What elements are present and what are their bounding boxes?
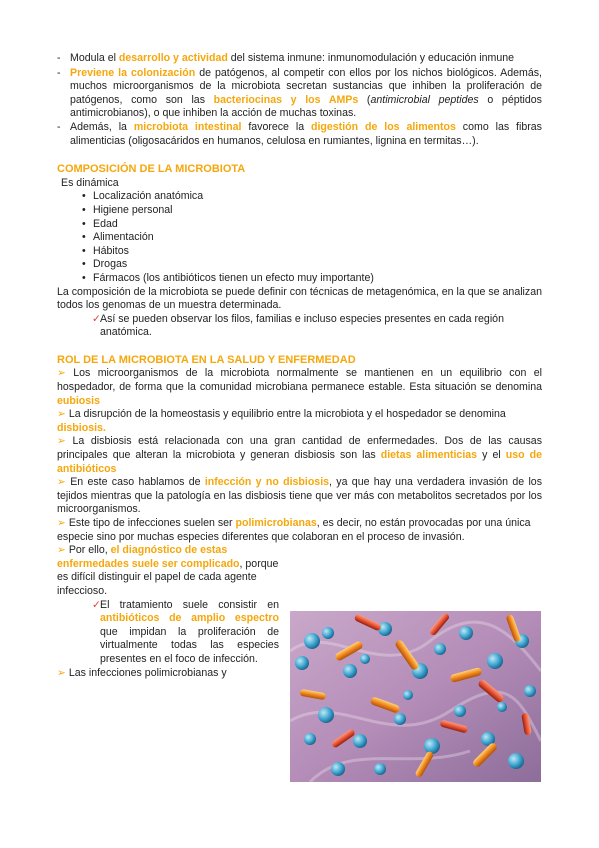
bullet-dot: • bbox=[82, 231, 86, 244]
bullet-dot: • bbox=[82, 258, 86, 271]
highlight: bacteriocinas y los AMPs bbox=[213, 93, 359, 106]
dash-marker: - bbox=[57, 120, 61, 133]
highlight: desarrollo y actividad bbox=[118, 52, 228, 64]
arrow-icon: ➢ bbox=[57, 367, 66, 380]
intro-bullet-colonization: - Previene la colonización de patógenos, al competir con ellos por los nichos biológicos. Además, muchos microorganismos de la microbiota secretan sustancias que inhiben la proliferación de patógenos, como son las bacteriocinas y los AMPs (antimicrobial peptides o péptidos antimicrobianos), o que inhiben la acción de muchas toxinas. bbox=[57, 66, 542, 120]
rol-paragraph-causes: ➢ La disbiosis está relacionada con una gran cantidad de enfermedades. Dos de las causas principales que alteran la microbiota y generan disbiosis son las dietas alimenticias y el uso de antibióticos bbox=[57, 435, 543, 475]
composicion-list-item: • Drogas bbox=[82, 258, 128, 271]
dash-marker: - bbox=[57, 52, 61, 64]
section-heading-rol: ROL DE LA MICROBIOTA EN LA SALUD Y ENFERMEDAD bbox=[57, 353, 356, 366]
document-page bbox=[57, 52, 542, 680]
rol-paragraph-polimicrobianas: ➢ Este tipo de infecciones suelen ser polimicrobianas, es decir, no están provocadas por una única especie sino por muchas especies diferentes que colaboran en el proceso de invasión. bbox=[57, 517, 531, 543]
composicion-lead: Es dinámica bbox=[61, 176, 119, 189]
bullet-dot: • bbox=[82, 244, 86, 257]
arrow-icon: ➢ bbox=[57, 544, 66, 557]
rol-paragraph-diagnostico: ➢ Por ello, el diagnóstico de estas enfermedades suele ser complicado, porque es difícil distinguir el papel de cada agente infeccioso. bbox=[57, 544, 279, 597]
rol-paragraph-infection: ➢ En este caso hablamos de infección y no disbiosis, ya que hay una verdadera invasión de los tejidos mientras que la patología en las disbiosis tiene que ver más con metabolitos secretados por los microorganismos. bbox=[57, 476, 542, 516]
highlight: infección y no disbiosis bbox=[204, 476, 330, 489]
bullet-dot: • bbox=[82, 271, 86, 284]
microbes-image bbox=[290, 611, 541, 782]
check-icon: ✓ bbox=[92, 312, 101, 325]
highlight: Previene la colonización bbox=[70, 66, 196, 79]
arrow-icon: ➢ bbox=[57, 408, 66, 421]
highlight: digestión de los alimentos bbox=[311, 120, 456, 133]
highlight: microbiota intestinal bbox=[133, 120, 242, 133]
highlight: dietas alimenticias bbox=[380, 449, 478, 462]
rol-paragraph-eubiosis: ➢ Los microorganismos de la microbiota normalmente se mantienen en un equilibrio con el hospedador, de forma que la comunidad microbiana permanece estable. Esta situación se denomina eubiosis bbox=[57, 367, 542, 407]
composicion-list-item: • Hábitos bbox=[82, 244, 129, 257]
rol-check-item: ✓ El tratamiento suele consistir en antibióticos de amplio espectro que impidan la proliferación de virtualmente todas las especies presentes en el foco de infección. bbox=[92, 598, 279, 665]
composicion-paragraph: La composición de la microbiota se puede definir con técnicas de metagenómica, en la que se analizan todos los genomas de un muestra determinada. bbox=[57, 285, 542, 312]
composicion-list-item: • Edad bbox=[82, 217, 118, 230]
rol-paragraph-last: ➢ Las infecciones polimicrobianas y bbox=[57, 666, 227, 679]
microbiota-illustration bbox=[290, 611, 541, 782]
highlight: antibióticos de amplio espectro bbox=[100, 612, 279, 625]
highlight: uso de antibióticos bbox=[57, 449, 543, 475]
highlight: el diagnóstico de estas enfermedades suele ser complicado bbox=[57, 544, 240, 570]
check-icon: ✓ bbox=[92, 598, 101, 611]
intro-bullet-immune: - Modula el desarrollo y actividad del sistema inmune: inmunomodulación y educación inmune bbox=[57, 52, 515, 64]
arrow-icon: ➢ bbox=[57, 476, 66, 489]
arrow-icon: ➢ bbox=[57, 666, 66, 679]
intro-bullet-digestion: - Además, la microbiota intestinal favorece la digestión de los alimentos como las fibras alimenticias (oligosacáridos en humanos, celulosa en rumiantes, lignina en termitas…). bbox=[57, 120, 542, 147]
composicion-check-item: ✓ Así se pueden observar los filos, familias e incluso especies presentes en cada región anatómica. bbox=[92, 312, 504, 339]
dash-marker: - bbox=[57, 66, 61, 79]
bullet-dot: • bbox=[82, 217, 86, 230]
composicion-list-item: • Localización anatómica bbox=[82, 190, 204, 203]
highlight: polimicrobianas bbox=[235, 517, 317, 529]
composicion-list-item: • Higiene personal bbox=[82, 203, 173, 216]
bullet-dot: • bbox=[82, 190, 86, 203]
bullet-dot: • bbox=[82, 203, 86, 216]
rol-paragraph-disbiosis: ➢ La disrupción de la homeostasis y equilibrio entre la microbiota y el hospedador se denomina disbiosis. bbox=[57, 408, 506, 434]
section-heading-composicion: COMPOSICIÓN DE LA MICROBIOTA bbox=[57, 163, 246, 176]
arrow-icon: ➢ bbox=[57, 435, 66, 448]
composicion-list bbox=[57, 190, 542, 285]
highlight: disbiosis. bbox=[57, 421, 106, 434]
highlight: eubiosis bbox=[57, 394, 100, 407]
arrow-icon: ➢ bbox=[57, 517, 66, 529]
composicion-list-item: • Fármacos (los antibióticos tienen un efecto muy importante) bbox=[82, 271, 374, 284]
composicion-list-item: • Alimentación bbox=[82, 231, 154, 244]
